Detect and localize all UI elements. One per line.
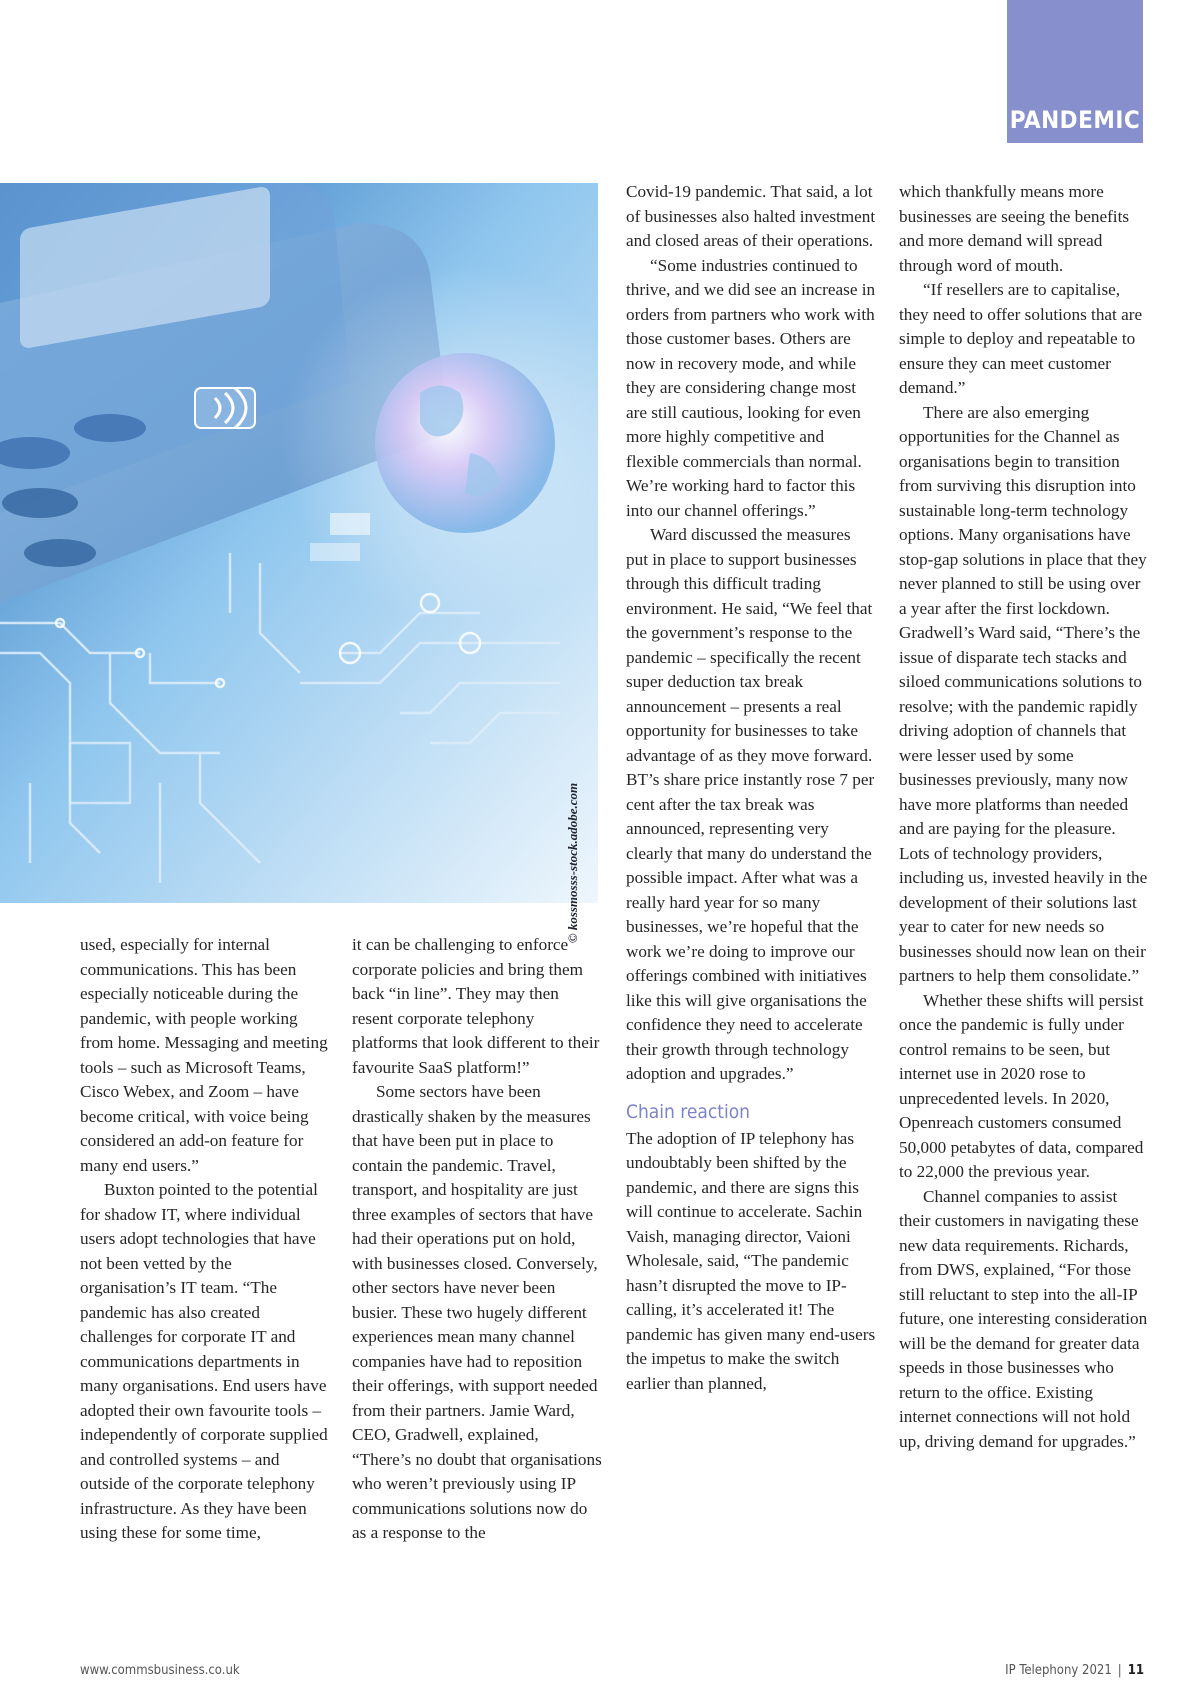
article-column-1: [80, 933, 330, 1546]
hero-illustration: [0, 183, 598, 903]
photo-credit: © kossmosss-stock.adobe.com: [565, 782, 580, 944]
paragraph: Ward discussed the measures put in place to support businesses through this difficult trading environment. He said, “We feel that the government’s response to the pandemic – specifically the recent super deduction tax break announcement – presents a real opportunity for businesses to take advantage of as they move forward. BT’s share price instantly rose 7 per cent after the tax break was announced, representing very clearly that many do understand the possible impact. After what was a really hard year for so many businesses, we’re hopeful that the work we’re doing to improve our offerings combined with initiatives like this will give organisations the confidence they need to accelerate their growth through technology adoption and upgrades.”: [626, 525, 875, 1083]
footer-publication: IP Telephony 2021: [1005, 1663, 1112, 1678]
section-tab-label: PANDEMIC: [1009, 106, 1141, 134]
footer-separator: |: [1117, 1663, 1122, 1678]
article-column-3: [626, 180, 876, 1396]
paragraph: which thankfully means more businesses are seeing the benefits and more demand will spread through word of mouth.: [899, 182, 1130, 275]
paragraph: Covid-19 pandemic. That said, a lot of businesses also halted investment and closed areas of their operations.: [626, 182, 876, 250]
paragraph: “If resellers are to capitalise, they need to offer solutions that are simple to deploy and repeatable to ensure they can meet customer demand.”: [899, 280, 1143, 397]
paragraph: Whether these shifts will persist once the pandemic is fully under control remains to be seen, but internet use in 2020 rose to unprecedented levels. In 2020, Openreach customers consumed 50,000 petabytes of data, compared to 22,000 the previous year.: [899, 990, 1144, 1181]
footer-page-info: [1005, 1663, 1144, 1678]
paragraph: Channel companies to assist their customers in navigating these new data requirements. Richards, from DWS, explained, “For those still reluctant to step into the all-IP future, one interesting consideration will be the demand for greater data speeds in those businesses who return to the office. Existing internet connections will not hold up, driving demand for upgrades.”: [899, 1186, 1148, 1451]
paragraph: Some sectors have been drastically shaken by the measures that have been put in place to contain the pandemic. Travel, transport, and hospitality are just three examples of sectors that have had their operations put on hold, with businesses closed. Conversely, other sectors have never been busier. These two hugely different experiences mean many channel companies have had to reposition their offerings, with support needed from their partners. Jamie Ward, CEO, Gradwell, explained, “There’s no doubt that organisations who weren’t previously using IP communications solutions now do as a response to the: [352, 1082, 602, 1542]
article-column-2: [352, 933, 602, 1546]
footer-website[interactable]: www.commsbusiness.co.uk: [80, 1663, 240, 1678]
paragraph: Buxton pointed to the potential for shadow IT, where individual users adopt technologies that have not been vetted by the organisation’s IT team. “The pandemic has also created challenges for corporate IT and communications departments in many organisations. End users have adopted their own favourite tools – independently of corporate supplied and controlled systems – and outside of the corporate telephony infrastructure. As they have been using these for some time,: [80, 1180, 328, 1542]
paragraph: “Some industries continued to thrive, and we did see an increase in orders from partners who work with those customer bases. Others are now in recovery mode, and while they are considering change most are still cautious, looking for even more highly competitive and flexible commercials than normal. We’re working hard to factor this into our channel offerings.”: [626, 255, 876, 520]
paragraph: it can be challenging to enforce corporate policies and bring them back “in line”. They may then resent corporate telephony platforms that look different to their favourite SaaS platform!”: [352, 935, 600, 1077]
paragraph: used, especially for internal communications. This has been especially noticeable during the pandemic, with people working from home. Messaging and meeting tools – such as Microsoft Teams, Cisco Webex, and Zoom – have become critical, with voice being considered an add-on feature for many end users.”: [80, 935, 328, 1175]
paragraph: There are also emerging opportunities for the Channel as organisations begin to transition from surviving this disruption into sustainable long-term technology options. Many organisations have stop-gap solutions in place that they never planned to still be using over a year after the first lockdown. Gradwell’s Ward said, “There’s the issue of disparate tech stacks and siloed communications solutions to resolve; with the pandemic rapidly driving adoption of channels that were lesser used by some businesses previously, many now have more platforms than needed and are paying for the pleasure. Lots of technology providers, including us, invested heavily in the development of their solutions last year to cater for new needs so businesses should now lean on their partners to help them consolidate.”: [899, 402, 1148, 985]
article-column-4: [899, 180, 1149, 1454]
paragraph: The adoption of IP telephony has undoubtably been shifted by the pandemic, and there are signs this will continue to accelerate. Sachin Vaish, managing director, Vaioni Wholesale, said, “The pandemic hasn’t disrupted the move to IP-calling, it’s accelerated it! The pandemic has given many end-users the impetus to make the switch earlier than planned,: [626, 1128, 876, 1393]
section-tab: [1007, 0, 1143, 143]
page-number: 11: [1127, 1663, 1144, 1678]
subheading: Chain reaction: [626, 1100, 751, 1123]
hero-image: [0, 183, 598, 903]
